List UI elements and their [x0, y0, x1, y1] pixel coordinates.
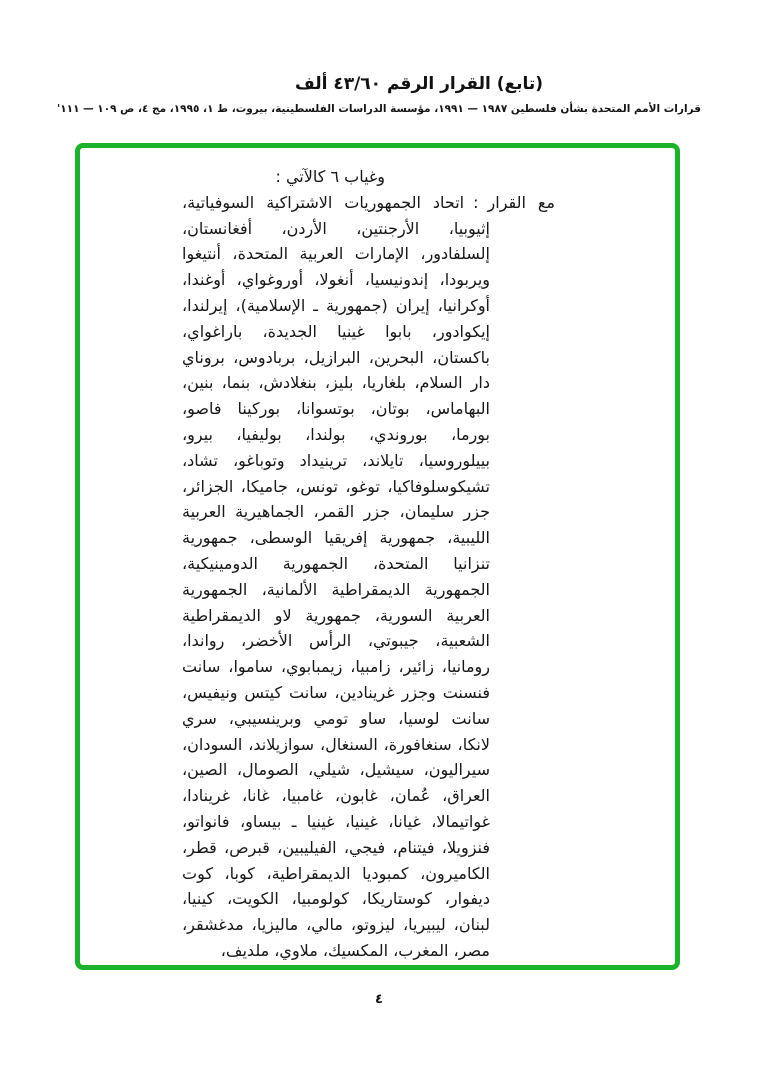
page-number: ٤ — [375, 992, 383, 1007]
page-title: (تابع) القرار الرقم ٤٣/٦٠ ألف — [294, 74, 544, 94]
resolution-text-block — [182, 164, 555, 964]
source-citation: قرارات الأمم المتحدة بشأن فلسطين ١٩٨٧ — ١٩٩١، مؤسسة الدراسات الفلسطينية، بيروت، ط ١، ١٩٩٥، مج ٤، ص ١٠٩ — ١١١' — [57, 103, 701, 115]
highlight-frame — [75, 143, 680, 970]
entry-label: مع القرار — [487, 192, 555, 212]
lead-line: وغياب ٦ كالآتي : — [275, 167, 385, 186]
entry-colon: : — [473, 192, 479, 212]
entry-country-list: اتحاد الجمهوريات الاشتراكية السوفياتية، إثيوبيا، الأرجنتين، الأردن، أفغانستان، إلسلفادور، الإمارات العربية المتحدة، أنتيغوا ويربودا، إندونيسيا، أنغولا، أوروغواي، أوغندا، أوكرانيا، إيران (جمهورية ـ الإسلامية)، إيرلندا، إيكوادور، بابوا غينيا الجديدة، باراغواي، باكستان، البحرين، البرازيل، بربادوس، بروناي دار السلام، بلغاريا، بليز، بنغلادش، بنما، بنين، البهاماس، بوتان، بوتسوانا، بوركينا فاصو، بورما، بوروندي، بولندا، بوليفيا، بيرو، بييلوروسيا، تايلاند، ترينيداد وتوباغو، تشاد، تشيكوسلوفاكيا، توغو، تونس، جاميكا، الجزائر، جزر سليمان، جزر القمر، الجماهيرية العربية الليبية، جمهورية إفريقيا الوسطى، جمهورية تنزانيا المتحدة، الجمهورية الدومينيكية، الجمهورية الديمقراطية الألمانية، الجمهورية العربية السورية، جمهورية لاو الديمقراطية الشعبية، جيبوتي، الرأس الأخضر، رواندا، رومانيا، زائير، زامبيا، زيمبابوي، ساموا، سانت فنسنت وجزر غرينادين، سانت كيتس ونيفيس، سانت لوسيا، ساو تومي وبرينسيبي، سري لانكا، سنغافورة، السنغال، سوازيلاند، السودان، سيراليون، سيشيل، شيلي، الصومال، الصين، العراق، عُمان، غابون، غامبيا، غانا، غرينادا، غواتيمالا، غيانا، غينيا، غينيا ـ بيساو، فانواتو، فنزويلا، فيتنام، فيجي، الفيليبين، قبرص، قطر، الكاميرون، كمبوديا الديمقراطية، كوبا، كوت ديفوار، كوستاريكا، كولومبيا، الكويت، كينيا، لبنان، ليبيريا، ليزوتو، مالي، ماليزيا، مدغشقر، مصر، المغرب، المكسيك، ملاوي، ملديف، — [182, 192, 490, 960]
vote-entry — [182, 190, 555, 964]
